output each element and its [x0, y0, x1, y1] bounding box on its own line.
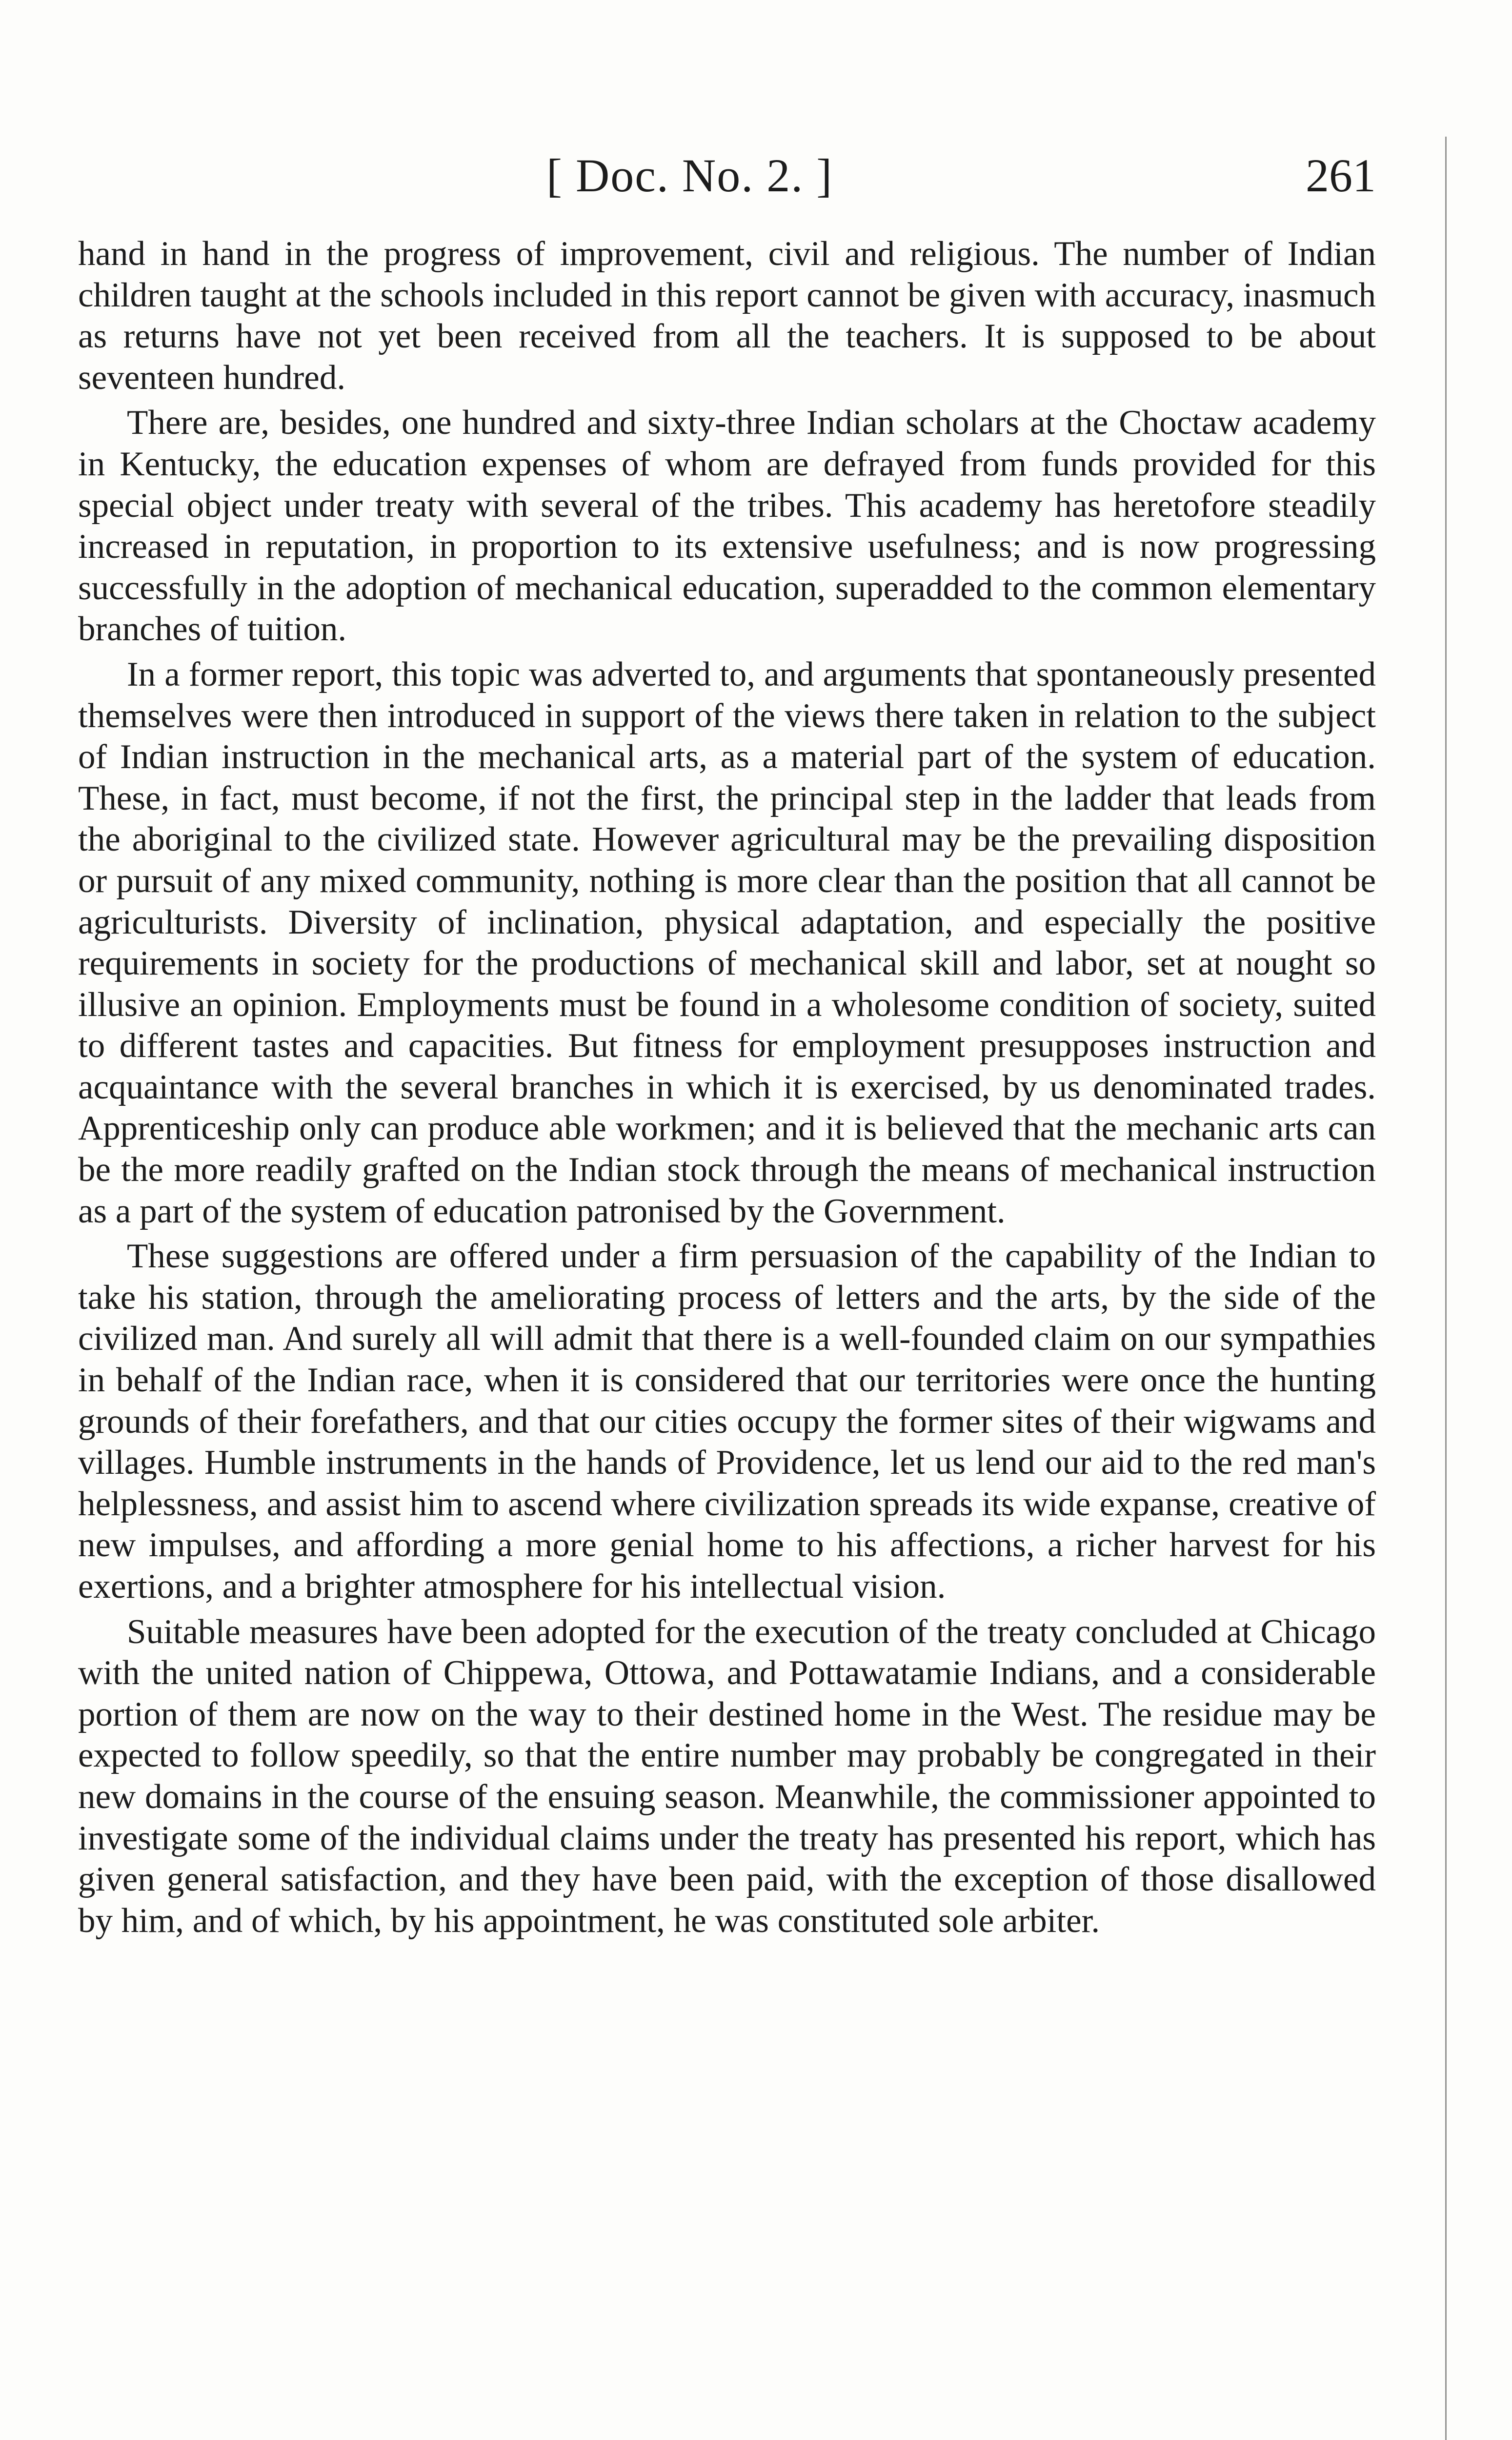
page-edge-line [1445, 137, 1447, 2440]
page-header [78, 142, 1376, 210]
document-reference: [ Doc. No. 2. ] [546, 149, 833, 202]
page-number: 261 [1306, 149, 1376, 202]
paragraph-choctaw-academy: There are, besides, one hundred and sixty-three Indian scholars at the Choctaw academy in Kentucky, the education expenses of whom are defrayed from funds provided for this special object under treaty with several of the tribes. This academy has heretofore steadily increased in reputation, in proportion to its extensive usefulness; and is now progressing successfully in the adoption of mechanical education, superadded to the common elementary branches of tuition. [78, 404, 1376, 649]
paragraph-chicago-treaty: Suitable measures have been adopted for the execution of the treaty concluded at Chicago with the united nation of Chippewa, Ottowa, and Pottawatamie Indians, and a considerable portion of them are now on the way to their destined home in the West. The residue may be expected to follow speedily, so that the entire number may probably be congregated in their new domains in the course of the ensuing season. Meanwhile, the commissioner appointed to investigate some of the individual claims under the treaty has presented his report, which has given general satisfaction, and they have been paid, with the exception of those disallowed by him, and of which, by his appointment, he was constituted sole arbiter. [78, 1612, 1376, 1940]
body-text [78, 233, 1376, 1945]
paragraph-continued: hand in hand in the progress of improvement, civil and religious. The number of Indian children taught at the schools included in this report cannot be given with accuracy, inasmuch as returns have not yet been received from all the teachers. It is supposed to be about seventeen hundred. [78, 235, 1376, 397]
paragraph-suggestions: These suggestions are offered under a firm persuasion of the capability of the Indian to take his station, through the ameliorating process of letters and the arts, by the side of the civilized man. And surely all will admit that there is a well-founded claim on our sympathies in behalf of the Indian race, when it is considered that our territories were once the hunting grounds of their forefathers, and that our cities occupy the former sites of their wigwams and villages. Humble instruments in the hands of Providence, let us lend our aid to the red man's helplessness, and assist him to ascend where civilization spreads its wide expanse, creative of new impulses, and affording a more genial home to his affections, a richer harvest for his exertions, and a brighter atmosphere for his intellectual vision. [78, 1237, 1376, 1606]
paragraph-mechanical-arts: In a former report, this topic was adverted to, and arguments that spontaneously presented themselves were then introduced in support of the views there taken in relation to the subject of Indian instruction in the mechanical arts, as a material part of the system of education. These, in fact, must become, if not the first, the principal step in the ladder that leads from the aboriginal to the civilized state. However agricultural may be the prevailing disposition or pursuit of any mixed community, nothing is more clear than the position that all cannot be agriculturists. Diversity of inclination, physical adaptation, and especially the positive requirements in society for the productions of mechanical skill and labor, set at nought so illusive an opinion. Employments must be found in a wholesome condition of society, suited to different tastes and capacities. But fitness for employment presupposes instruction and acquaintance with the several branches in which it is exercised, by us denominated trades. Apprenticeship only can produce able workmen; and it is believed that the mechanic arts can be the more readily grafted on the Indian stock through the means of mechanical instruction as a part of the system of education patronised by the Government. [78, 655, 1376, 1230]
